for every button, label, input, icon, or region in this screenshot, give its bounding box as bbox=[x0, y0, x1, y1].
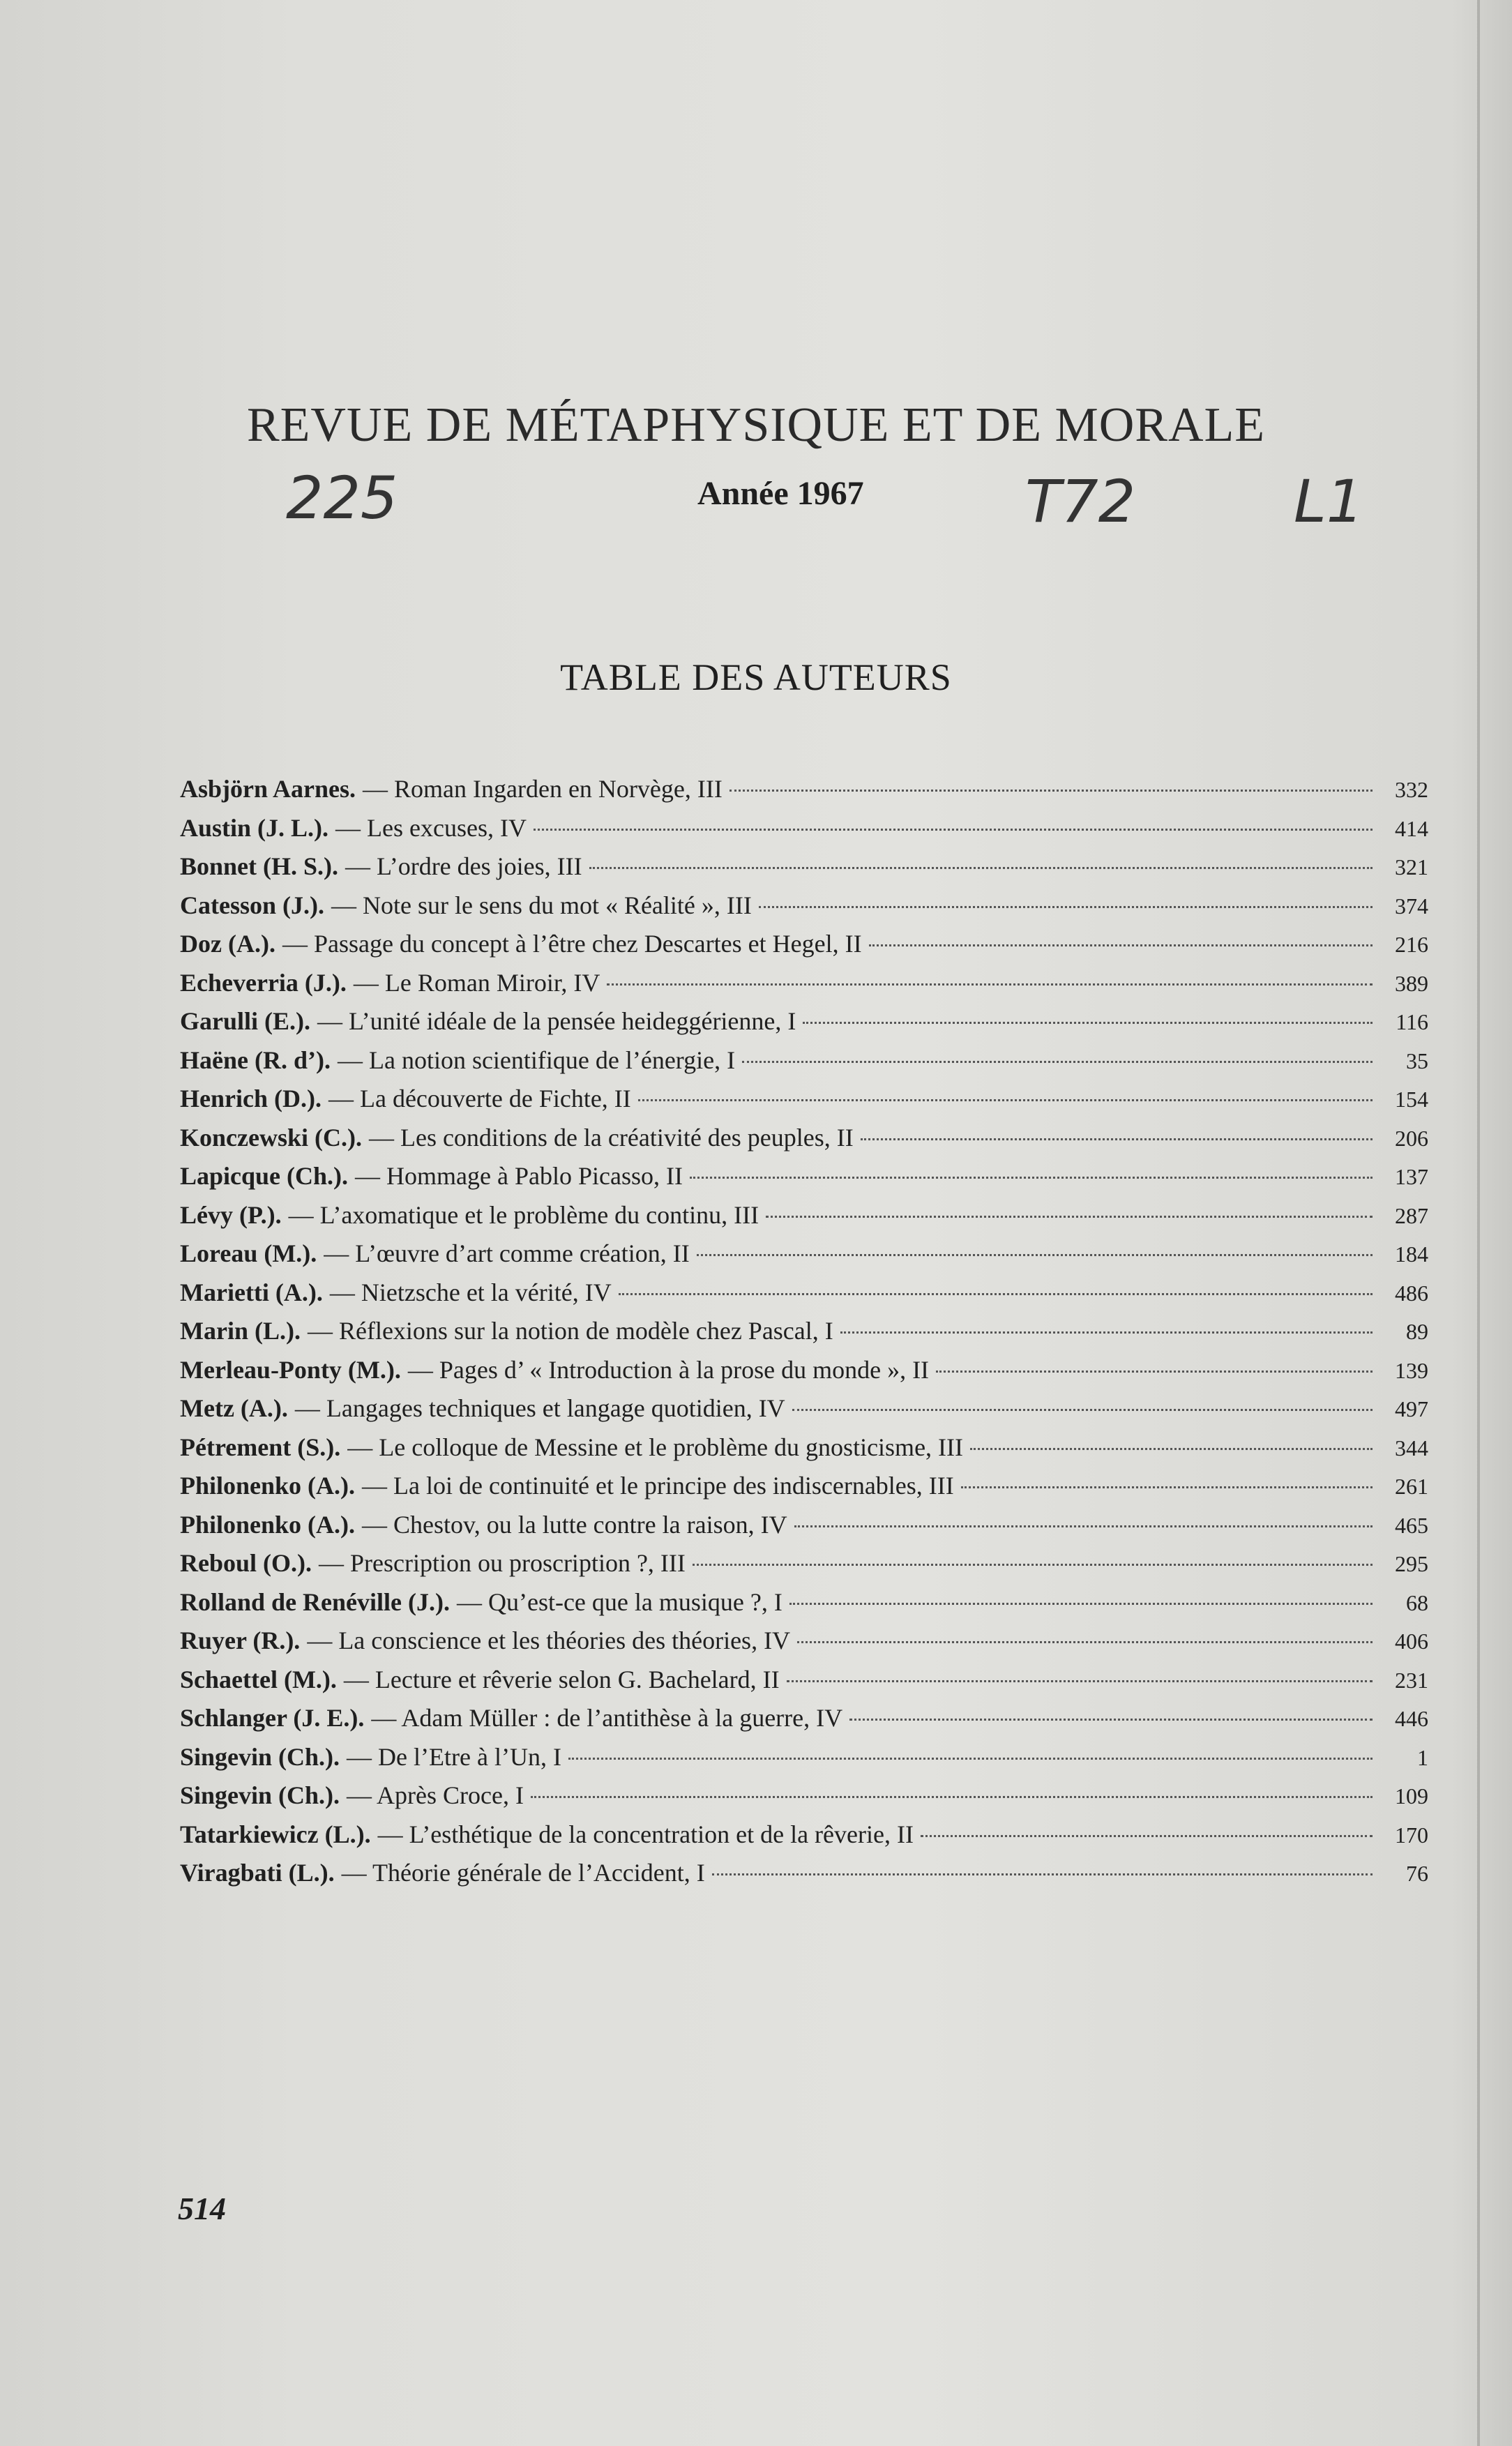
index-entry bbox=[180, 1355, 1428, 1394]
entry-page-number: 261 bbox=[1395, 1474, 1428, 1499]
index-entry bbox=[180, 1471, 1428, 1510]
entry-title: — Passage du concept à l’être chez Descartes et Hegel, II bbox=[282, 930, 862, 958]
entry-page-number: 139 bbox=[1395, 1357, 1428, 1383]
entry-author: Garulli (E.). bbox=[180, 1007, 310, 1035]
entry-author: Loreau (M.). bbox=[180, 1239, 317, 1267]
entry-author: Schaettel (M.). bbox=[180, 1665, 337, 1693]
entry-title: — La découverte de Fichte, II bbox=[328, 1085, 631, 1112]
entry-page-number: 406 bbox=[1395, 1629, 1428, 1654]
index-entry bbox=[180, 1200, 1428, 1239]
index-entry bbox=[180, 1626, 1428, 1665]
entry-title: — Théorie générale de l’Accident, I bbox=[341, 1859, 705, 1887]
entry-author: Doz (A.). bbox=[180, 930, 275, 958]
entry-page-number: 184 bbox=[1395, 1241, 1428, 1267]
entry-page-number: 137 bbox=[1395, 1164, 1428, 1189]
entry-author: Catesson (J.). bbox=[180, 891, 324, 919]
entry-title: — Pages d’ « Introduction à la prose du monde », II bbox=[407, 1355, 930, 1384]
dot-leader bbox=[766, 1216, 1373, 1218]
index-entry bbox=[180, 1587, 1428, 1626]
entry-page-number: 35 bbox=[1406, 1048, 1428, 1073]
entry-title: — Après Croce, I bbox=[347, 1781, 524, 1809]
dot-leader bbox=[803, 1022, 1373, 1024]
entry-page-number: 295 bbox=[1395, 1551, 1428, 1576]
journal-title: REVUE DE MÉTAPHYSIQUE ET DE MORALE bbox=[246, 398, 1266, 452]
entry-author: Marietti (A.). bbox=[180, 1278, 323, 1306]
entry-author: Singevin (Ch.). bbox=[180, 1781, 340, 1809]
entry-title: — L’unité idéale de la pensée heideggérienne, I bbox=[317, 1007, 796, 1035]
dot-leader bbox=[794, 1525, 1373, 1527]
entry-page-number: 321 bbox=[1395, 854, 1428, 879]
entry-page-number: 465 bbox=[1395, 1512, 1428, 1538]
entry-page-number: 76 bbox=[1406, 1861, 1428, 1886]
index-entry bbox=[180, 929, 1428, 968]
index-entry bbox=[180, 1742, 1428, 1781]
index-entry bbox=[180, 1703, 1428, 1742]
page-number: 514 bbox=[178, 2191, 226, 2226]
entry-author: Metz (A.). bbox=[180, 1394, 288, 1422]
entry-page-number: 68 bbox=[1406, 1590, 1428, 1615]
handwritten-note-left: 225 bbox=[286, 464, 398, 532]
dot-leader bbox=[759, 906, 1373, 908]
entry-page-number: 109 bbox=[1395, 1783, 1428, 1809]
entry-title: — La notion scientifique de l’énergie, I bbox=[337, 1045, 736, 1074]
entry-page-number: 389 bbox=[1395, 970, 1428, 996]
entry-page-number: 1 bbox=[1417, 1744, 1428, 1770]
entry-title: — La loi de continuité et le principe des indiscernables, III bbox=[362, 1472, 954, 1500]
dot-leader bbox=[849, 1719, 1373, 1721]
entry-title: — L’ordre des joies, III bbox=[345, 852, 582, 880]
dot-leader bbox=[690, 1177, 1373, 1179]
dot-leader bbox=[589, 867, 1373, 869]
entry-author: Marin (L.). bbox=[180, 1317, 301, 1345]
entry-author: Lapicque (Ch.). bbox=[180, 1162, 349, 1190]
entry-author: Schlanger (J. E.). bbox=[180, 1704, 365, 1732]
entry-page-number: 486 bbox=[1395, 1280, 1428, 1306]
dot-leader bbox=[619, 1293, 1373, 1295]
index-entry bbox=[180, 891, 1428, 930]
entry-author: Lévy (P.). bbox=[180, 1200, 282, 1229]
dot-leader bbox=[712, 1873, 1373, 1875]
index-entry bbox=[180, 1820, 1428, 1859]
entry-author: Reboul (O.). bbox=[180, 1549, 312, 1577]
entry-page-number: 332 bbox=[1395, 777, 1428, 802]
index-entry bbox=[180, 1548, 1428, 1587]
entry-title: — Le Roman Miroir, IV bbox=[353, 968, 600, 997]
dot-leader bbox=[742, 1061, 1373, 1063]
entry-page-number: 170 bbox=[1395, 1822, 1428, 1848]
index-entry bbox=[180, 774, 1428, 813]
entry-title: — Réflexions sur la notion de modèle chez Pascal, I bbox=[307, 1317, 833, 1345]
entry-page-number: 89 bbox=[1406, 1319, 1428, 1344]
entry-title: — L’œuvre d’art comme création, II bbox=[324, 1239, 690, 1267]
index-entry bbox=[180, 968, 1428, 1007]
section-title: TABLE DES AUTEURS bbox=[560, 656, 952, 698]
index-entry bbox=[180, 1433, 1428, 1472]
entry-title: — La conscience et les théories des théories, IV bbox=[307, 1626, 791, 1654]
entry-page-number: 287 bbox=[1395, 1202, 1428, 1228]
entry-title: — Chestov, ou la lutte contre la raison, IV bbox=[362, 1510, 787, 1539]
index-entry bbox=[180, 1510, 1428, 1549]
dot-leader bbox=[840, 1331, 1373, 1334]
entry-author: Henrich (D.). bbox=[180, 1085, 322, 1112]
dot-leader bbox=[607, 983, 1373, 986]
dot-leader bbox=[961, 1486, 1373, 1488]
entry-author: Ruyer (R.). bbox=[180, 1626, 301, 1654]
entry-title: — L’axomatique et le problème du continu, III bbox=[288, 1200, 759, 1229]
entry-page-number: 497 bbox=[1395, 1396, 1428, 1421]
year-label: Année 1967 bbox=[697, 475, 864, 512]
dot-leader bbox=[936, 1371, 1373, 1373]
dot-leader bbox=[792, 1409, 1373, 1411]
dot-leader bbox=[568, 1758, 1373, 1760]
entry-title: — Hommage à Pablo Picasso, II bbox=[355, 1162, 683, 1190]
entry-author: Haëne (R. d’). bbox=[180, 1045, 331, 1074]
dot-leader bbox=[970, 1448, 1373, 1450]
entry-author: Echeverria (J.). bbox=[180, 968, 347, 997]
dot-leader bbox=[921, 1835, 1373, 1837]
entry-title: — Les excuses, IV bbox=[335, 813, 527, 842]
dot-leader bbox=[787, 1680, 1373, 1682]
entry-page-number: 344 bbox=[1395, 1435, 1428, 1460]
entry-author: Tatarkiewicz (L.). bbox=[180, 1820, 371, 1848]
index-entry bbox=[180, 1084, 1428, 1123]
index-entry bbox=[180, 1123, 1428, 1162]
index-entry bbox=[180, 813, 1428, 852]
dot-leader bbox=[861, 1138, 1373, 1140]
index-entry bbox=[180, 1278, 1428, 1317]
entry-title: — De l’Etre à l’Un, I bbox=[347, 1742, 561, 1771]
entry-author: Bonnet (H. S.). bbox=[180, 852, 339, 880]
dot-leader bbox=[693, 1564, 1373, 1566]
entry-author: Pétrement (S.). bbox=[180, 1433, 341, 1461]
entry-page-number: 116 bbox=[1396, 1009, 1428, 1034]
entry-page-number: 216 bbox=[1395, 932, 1428, 957]
index-entry bbox=[180, 1045, 1428, 1085]
entry-title: — Note sur le sens du mot « Réalité », III bbox=[331, 891, 752, 919]
index-entry bbox=[180, 1161, 1428, 1200]
index-entry bbox=[180, 1781, 1428, 1820]
entry-title: — Langages techniques et langage quotidien, IV bbox=[294, 1394, 785, 1422]
entry-title: — Roman Ingarden en Norvège, III bbox=[363, 775, 723, 803]
entry-title: — Lecture et rêverie selon G. Bachelard, II bbox=[343, 1665, 780, 1693]
dot-leader bbox=[534, 829, 1373, 831]
entry-author: Singevin (Ch.). bbox=[180, 1742, 340, 1771]
author-index-list bbox=[180, 774, 1428, 1897]
entry-page-number: 231 bbox=[1395, 1667, 1428, 1693]
entry-author: Rolland de Renéville (J.). bbox=[180, 1587, 450, 1616]
entry-title: — Adam Müller : de l’antithèse à la guerre, IV bbox=[371, 1704, 843, 1732]
entry-author: Konczewski (C.). bbox=[180, 1123, 362, 1152]
index-entry bbox=[180, 1239, 1428, 1278]
entry-title: — Le colloque de Messine et le problème du gnosticisme, III bbox=[347, 1433, 964, 1461]
index-entry bbox=[180, 1394, 1428, 1433]
entry-title: — Les conditions de la créativité des peuples, II bbox=[368, 1123, 854, 1152]
entry-page-number: 414 bbox=[1395, 815, 1428, 841]
index-entry bbox=[180, 1316, 1428, 1355]
dot-leader bbox=[697, 1254, 1373, 1256]
page-edge bbox=[1477, 0, 1480, 2446]
entry-author: Austin (J. L.). bbox=[180, 813, 329, 842]
entry-title: — Qu’est-ce que la musique ?, I bbox=[456, 1587, 783, 1616]
entry-page-number: 206 bbox=[1395, 1125, 1428, 1151]
dot-leader bbox=[797, 1641, 1373, 1643]
entry-author: Viragbati (L.). bbox=[180, 1859, 335, 1887]
index-entry bbox=[180, 1006, 1428, 1045]
index-entry bbox=[180, 1858, 1428, 1897]
entry-page-number: 446 bbox=[1395, 1706, 1428, 1731]
dot-leader bbox=[869, 944, 1373, 946]
entry-author: Merleau-Ponty (M.). bbox=[180, 1355, 401, 1384]
entry-page-number: 154 bbox=[1395, 1087, 1428, 1112]
entry-page-number: 374 bbox=[1395, 893, 1428, 919]
entry-title: — Nietzsche et la vérité, IV bbox=[329, 1278, 612, 1306]
index-entry bbox=[180, 1665, 1428, 1704]
dot-leader bbox=[531, 1796, 1373, 1798]
handwritten-note-mid: T72 bbox=[1025, 467, 1136, 536]
entry-title: — Prescription ou proscription ?, III bbox=[319, 1549, 686, 1577]
dot-leader bbox=[729, 790, 1373, 792]
handwritten-note-right: L1 bbox=[1294, 467, 1364, 536]
entry-author: Asbjörn Aarnes. bbox=[180, 775, 356, 803]
entry-author: Philonenko (A.). bbox=[180, 1472, 356, 1500]
dot-leader bbox=[638, 1099, 1373, 1101]
dot-leader bbox=[789, 1603, 1373, 1605]
index-entry bbox=[180, 852, 1428, 891]
entry-author: Philonenko (A.). bbox=[180, 1510, 356, 1539]
entry-title: — L’esthétique de la concentration et de la rêverie, II bbox=[377, 1820, 914, 1848]
